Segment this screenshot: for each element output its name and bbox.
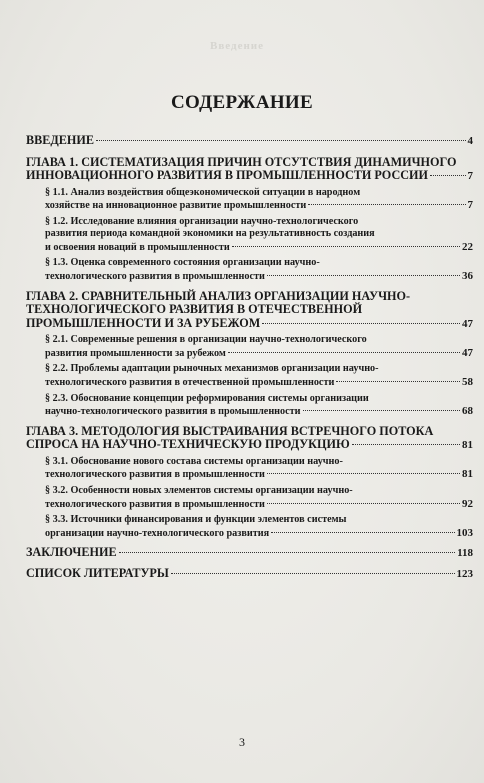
- toc-entry-text: технологического развития в промышленности: [45, 498, 265, 510]
- toc-entry-text: развития периода командной экономики на результативность создания: [45, 228, 375, 240]
- toc-page-number: 92: [462, 497, 473, 510]
- toc-page-number: 22: [462, 240, 473, 253]
- table-of-contents: [26, 134, 473, 581]
- toc-entry-text: организации научно-технологического развития: [45, 527, 270, 539]
- toc-entry-text: § 1.2. Исследование влияния организации научно-технологического: [45, 215, 359, 227]
- toc-section-entry: [26, 187, 473, 213]
- toc-page-number: 123: [456, 567, 473, 580]
- toc-entry-text: и освоения новаций в промышленности: [45, 241, 230, 253]
- toc-entry-text: § 1.1. Анализ воздействия общеэкономической ситуации в народном: [45, 186, 361, 198]
- bleed-through-text: Введение: [210, 40, 265, 52]
- toc-section-entry: [26, 485, 473, 511]
- dot-leader: [308, 204, 465, 205]
- toc-entry-text: § 3.2. Особенности новых элементов системы организации научно-: [45, 484, 353, 496]
- dot-leader: [262, 323, 460, 324]
- dot-leader: [430, 175, 465, 176]
- toc-page-number: 58: [462, 375, 473, 388]
- toc-entry-text: развития промышленности за рубежом: [45, 347, 226, 359]
- dot-leader: [96, 140, 466, 141]
- toc-entry-text: § 3.1. Обоснование нового состава системы организации научно-: [45, 455, 343, 467]
- toc-page-number: 118: [457, 547, 473, 560]
- toc-page-number: 103: [456, 526, 473, 539]
- dot-leader: [303, 410, 460, 411]
- toc-page-number: 7: [467, 170, 473, 182]
- dot-leader: [271, 532, 454, 533]
- toc-entry-text: § 2.2. Проблемы адаптации рыночных механизмов организации научно-: [45, 363, 379, 375]
- toc-section-entry: [26, 257, 473, 283]
- dot-leader: [267, 503, 460, 504]
- dot-leader: [119, 552, 456, 553]
- toc-entry-text: ГЛАВА 3. МЕТОДОЛОГИЯ ВЫСТРАИВАНИЯ ВСТРЕЧНОГО ПОТОКА: [26, 423, 434, 438]
- toc-page-number: 47: [462, 346, 473, 359]
- dot-leader: [352, 444, 460, 445]
- toc-page-number: 47: [462, 317, 473, 330]
- toc-entry-text: § 3.3. Источники финансирования и функции элементов системы: [45, 514, 347, 526]
- toc-chapter-entry: [26, 567, 473, 582]
- toc-entry-text: § 1.3. Оценка современного состояния организации научно-: [45, 257, 320, 269]
- toc-entry-text: ПРОМЫШЛЕННОСТИ И ЗА РУБЕЖОМ: [26, 315, 261, 330]
- page-number: 3: [239, 735, 245, 749]
- toc-entry-text: ВВЕДЕНИЕ: [26, 133, 94, 147]
- toc-section-entry: [26, 363, 473, 389]
- toc-page-number: 36: [462, 270, 473, 283]
- toc-section-entry: [26, 334, 473, 360]
- toc-chapter-entry: [26, 156, 473, 184]
- toc-entry-text: технологического развития в промышленности: [45, 469, 265, 481]
- toc-entry-text: § 2.1. Современные решения в организации научно-технологического: [45, 334, 367, 346]
- toc-page-number: 4: [467, 135, 473, 147]
- toc-entry-text: ЗАКЛЮЧЕНИЕ: [26, 545, 117, 560]
- toc-entry-text: § 2.3. Обоснование концепции реформирования системы организации: [45, 392, 369, 404]
- toc-entry-text: ГЛАВА 1. СИСТЕМАТИЗАЦИЯ ПРИЧИН ОТСУТСТВИЯ ДИНАМИЧНОГО: [26, 154, 457, 169]
- toc-entry-text: хозяйстве на инновационное развитие промышленности: [45, 200, 307, 212]
- toc-chapter-entry: [26, 134, 473, 149]
- toc-entry-text: технологического развития в промышленности: [45, 271, 265, 283]
- toc-page-number: 68: [462, 405, 473, 418]
- dot-leader: [171, 573, 455, 574]
- dot-leader: [228, 352, 460, 353]
- toc-page-number: 81: [462, 439, 473, 452]
- toc-section-entry: [26, 393, 473, 419]
- toc-entry-text: технологического развития в отечественной промышленности: [45, 376, 335, 388]
- toc-entry-text: СПРОСА НА НАУЧНО-ТЕХНИЧЕСКУЮ ПРОДУКЦИЮ: [26, 437, 350, 452]
- toc-chapter-entry: [26, 546, 473, 561]
- toc-page-number: 7: [467, 199, 473, 212]
- page-title: СОДЕРЖАНИЕ: [171, 92, 313, 113]
- toc-section-entry: [26, 216, 473, 255]
- toc-entry-text: СПИСОК ЛИТЕРАТУРЫ: [26, 565, 169, 580]
- toc-section-entry: [26, 456, 473, 482]
- dot-leader: [232, 246, 460, 247]
- toc-chapter-entry: [26, 290, 473, 332]
- toc-page-number: 81: [462, 468, 473, 481]
- dot-leader: [336, 381, 460, 382]
- toc-entry-text: ГЛАВА 2. СРАВНИТЕЛЬНЫЙ АНАЛИЗ ОРГАНИЗАЦИИ НАУЧНО-: [26, 288, 411, 303]
- toc-chapter-entry: [26, 425, 473, 453]
- dot-leader: [267, 473, 460, 474]
- dot-leader: [267, 275, 460, 276]
- toc-entry-text: ИННОВАЦИОННОГО РАЗВИТИЯ В ПРОМЫШЛЕННОСТИ РОССИИ: [26, 168, 429, 182]
- toc-entry-text: научно-технологического развития в промышленности: [45, 406, 301, 418]
- toc-entry-text: ТЕХНОЛОГИЧЕСКОГО РАЗВИТИЯ В ОТЕЧЕСТВЕННОЙ: [26, 302, 363, 317]
- toc-section-entry: [26, 514, 473, 540]
